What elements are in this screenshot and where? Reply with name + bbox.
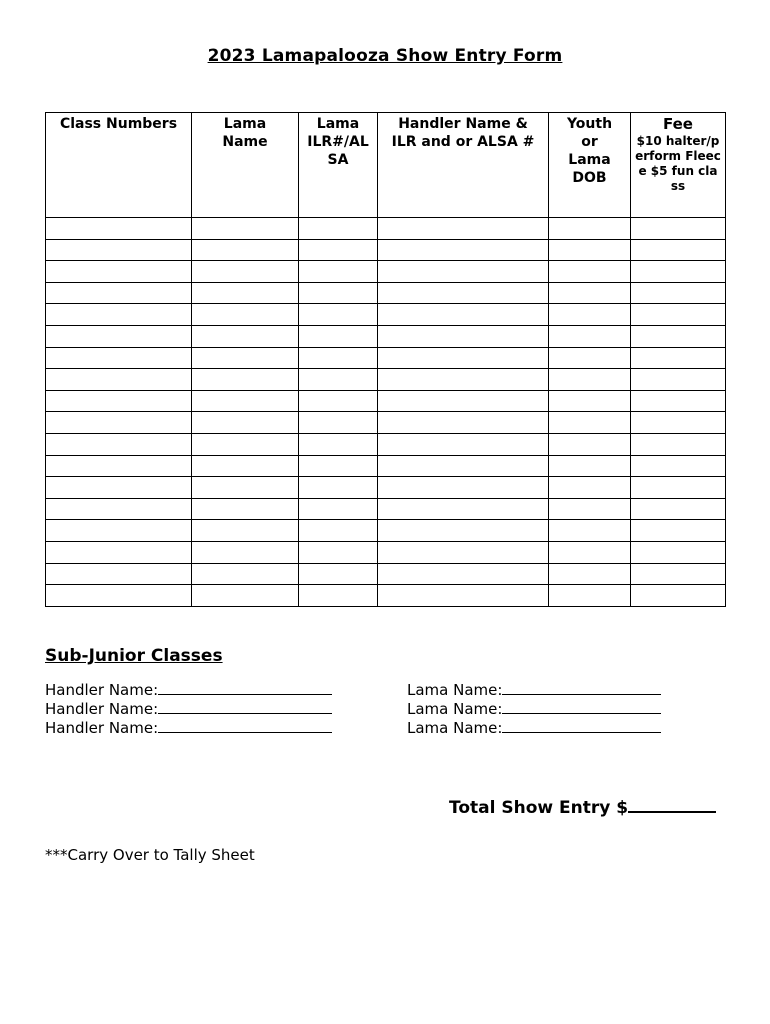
entry-cell[interactable]	[192, 282, 299, 304]
header-fee: Fee $10 halter/perform Fleece $5 fun class	[631, 113, 726, 218]
entry-cell[interactable]	[299, 541, 378, 563]
entry-cell[interactable]	[192, 433, 299, 455]
entry-cell[interactable]	[631, 433, 726, 455]
table-header-row	[46, 113, 726, 218]
entry-cell[interactable]	[46, 239, 192, 261]
entry-cell[interactable]	[192, 563, 299, 585]
handler-name-field-2[interactable]	[45, 698, 332, 719]
entry-cell[interactable]	[378, 477, 549, 499]
entry-cell[interactable]	[378, 304, 549, 326]
entry-cell[interactable]	[192, 412, 299, 434]
entry-cell[interactable]	[46, 477, 192, 499]
entry-cell[interactable]	[631, 477, 726, 499]
entry-cell[interactable]	[299, 390, 378, 412]
entry-cell[interactable]	[631, 239, 726, 261]
entry-cell[interactable]	[378, 347, 549, 369]
entry-cell[interactable]	[631, 563, 726, 585]
table-row	[46, 455, 726, 477]
table-row	[46, 239, 726, 261]
entry-cell[interactable]	[299, 369, 378, 391]
entry-cell[interactable]	[299, 585, 378, 607]
handler-name-label: Handler Name:	[45, 719, 159, 737]
lama-name-field-2[interactable]	[407, 698, 661, 719]
entry-cell[interactable]	[549, 455, 631, 477]
total-label: Total Show Entry $	[449, 798, 629, 818]
entry-cell[interactable]	[378, 433, 549, 455]
entry-cell[interactable]	[549, 498, 631, 520]
entry-cell[interactable]	[299, 412, 378, 434]
entry-cell[interactable]	[378, 390, 549, 412]
entry-table	[45, 112, 726, 607]
entry-cell[interactable]	[299, 261, 378, 283]
entry-cell[interactable]	[46, 218, 192, 240]
entry-cell[interactable]	[46, 325, 192, 347]
lama-name-label: Lama Name:	[407, 700, 503, 718]
entry-cell[interactable]	[378, 498, 549, 520]
entry-cell[interactable]	[46, 347, 192, 369]
table-row	[46, 585, 726, 607]
lama-name-field-1[interactable]	[407, 679, 661, 700]
entry-cell[interactable]	[631, 261, 726, 283]
table-row	[46, 433, 726, 455]
lama-name-label: Lama Name:	[407, 719, 503, 737]
entry-cell[interactable]	[192, 498, 299, 520]
lama-name-line[interactable]	[502, 698, 661, 714]
entry-cell[interactable]	[549, 541, 631, 563]
table-row	[46, 563, 726, 585]
handler-name-line[interactable]	[158, 698, 332, 714]
handler-name-field-3[interactable]	[45, 717, 332, 738]
entry-cell[interactable]	[299, 520, 378, 542]
header-youth-dob: Youth or Lama DOB	[549, 113, 631, 218]
entry-cell[interactable]	[299, 304, 378, 326]
entry-cell[interactable]	[549, 304, 631, 326]
entry-cell[interactable]	[631, 498, 726, 520]
table-row	[46, 347, 726, 369]
entry-cell[interactable]	[46, 261, 192, 283]
total-entry	[449, 796, 716, 818]
form-title: 2023 Lamapalooza Show Entry Form	[207, 46, 563, 66]
header-handler-name: Handler Name & ILR and or ALSA #	[378, 113, 549, 218]
entry-cell[interactable]	[299, 218, 378, 240]
table-row	[46, 412, 726, 434]
entry-cell[interactable]	[549, 563, 631, 585]
entry-cell[interactable]	[192, 347, 299, 369]
entry-cell[interactable]	[299, 455, 378, 477]
entry-cell[interactable]	[46, 455, 192, 477]
entry-cell[interactable]	[46, 412, 192, 434]
entry-cell[interactable]	[46, 585, 192, 607]
entry-cell[interactable]	[378, 282, 549, 304]
lama-name-field-3[interactable]	[407, 717, 661, 738]
entry-cell[interactable]	[549, 282, 631, 304]
entry-cell[interactable]	[378, 412, 549, 434]
entry-cell[interactable]	[192, 477, 299, 499]
entry-cell[interactable]	[549, 585, 631, 607]
entry-cell[interactable]	[192, 304, 299, 326]
entry-table-body	[46, 218, 726, 607]
entry-cell[interactable]	[631, 369, 726, 391]
entry-cell[interactable]	[46, 563, 192, 585]
entry-cell[interactable]	[378, 261, 549, 283]
subjunior-title: Sub-Junior Classes	[45, 646, 223, 666]
entry-cell[interactable]	[192, 369, 299, 391]
entry-cell[interactable]	[631, 541, 726, 563]
entry-cell[interactable]	[299, 282, 378, 304]
handler-name-label: Handler Name:	[45, 681, 159, 699]
entry-cell[interactable]	[192, 520, 299, 542]
handler-name-line[interactable]	[158, 717, 332, 733]
entry-cell[interactable]	[549, 218, 631, 240]
entry-cell[interactable]	[378, 455, 549, 477]
entry-cell[interactable]	[299, 498, 378, 520]
entry-cell[interactable]	[549, 239, 631, 261]
fee-details: $10 halter/perform Fleece $5 fun class	[635, 134, 721, 193]
entry-cell[interactable]	[549, 369, 631, 391]
entry-cell[interactable]	[631, 325, 726, 347]
table-row	[46, 477, 726, 499]
table-row	[46, 369, 726, 391]
entry-cell[interactable]	[46, 304, 192, 326]
entry-cell[interactable]	[378, 520, 549, 542]
entry-cell[interactable]	[192, 541, 299, 563]
entry-cell[interactable]	[631, 304, 726, 326]
entry-cell[interactable]	[46, 520, 192, 542]
entry-cell[interactable]	[299, 477, 378, 499]
entry-cell[interactable]	[378, 585, 549, 607]
header-lama-name: Lama Name	[192, 113, 299, 218]
entry-cell[interactable]	[46, 282, 192, 304]
entry-cell[interactable]	[192, 239, 299, 261]
table-row	[46, 390, 726, 412]
entry-cell[interactable]	[192, 261, 299, 283]
entry-cell[interactable]	[378, 541, 549, 563]
entry-cell[interactable]	[192, 390, 299, 412]
entry-cell[interactable]	[46, 390, 192, 412]
table-row	[46, 541, 726, 563]
entry-cell[interactable]	[378, 369, 549, 391]
entry-cell[interactable]	[299, 239, 378, 261]
entry-cell[interactable]	[549, 520, 631, 542]
carry-over-note: ***Carry Over to Tally Sheet	[45, 846, 255, 864]
lama-name-label: Lama Name:	[407, 681, 503, 699]
entry-cell[interactable]	[46, 498, 192, 520]
table-row	[46, 325, 726, 347]
entry-cell[interactable]	[378, 563, 549, 585]
header-class-numbers: Class Numbers	[46, 113, 192, 218]
entry-cell[interactable]	[631, 412, 726, 434]
table-row	[46, 282, 726, 304]
table-row	[46, 520, 726, 542]
header-lama-ilr: Lama ILR#/ALSA	[299, 113, 378, 218]
table-row	[46, 498, 726, 520]
entry-cell[interactable]	[299, 347, 378, 369]
table-row	[46, 261, 726, 283]
total-amount-line[interactable]	[628, 796, 716, 813]
entry-cell[interactable]	[549, 433, 631, 455]
entry-cell[interactable]	[192, 218, 299, 240]
entry-cell[interactable]	[46, 433, 192, 455]
entry-cell[interactable]	[378, 325, 549, 347]
entry-cell[interactable]	[378, 218, 549, 240]
entry-cell[interactable]	[631, 520, 726, 542]
entry-cell[interactable]	[549, 325, 631, 347]
entry-cell[interactable]	[631, 390, 726, 412]
handler-name-field-1[interactable]	[45, 679, 332, 700]
lama-name-line[interactable]	[502, 679, 661, 695]
entry-cell[interactable]	[46, 369, 192, 391]
entry-cell[interactable]	[299, 563, 378, 585]
entry-cell[interactable]	[631, 455, 726, 477]
entry-cell[interactable]	[549, 477, 631, 499]
lama-name-line[interactable]	[502, 717, 661, 733]
entry-cell[interactable]	[299, 325, 378, 347]
entry-cell[interactable]	[631, 282, 726, 304]
entry-cell[interactable]	[549, 390, 631, 412]
entry-cell[interactable]	[631, 218, 726, 240]
entry-cell[interactable]	[549, 261, 631, 283]
handler-name-line[interactable]	[158, 679, 332, 695]
entry-cell[interactable]	[192, 325, 299, 347]
entry-cell[interactable]	[631, 347, 726, 369]
entry-cell[interactable]	[549, 412, 631, 434]
table-row	[46, 304, 726, 326]
entry-cell[interactable]	[192, 585, 299, 607]
entry-cell[interactable]	[299, 433, 378, 455]
entry-cell[interactable]	[378, 239, 549, 261]
entry-cell[interactable]	[631, 585, 726, 607]
entry-cell[interactable]	[549, 347, 631, 369]
entry-cell[interactable]	[46, 541, 192, 563]
table-row	[46, 218, 726, 240]
entry-cell[interactable]	[192, 455, 299, 477]
handler-name-label: Handler Name:	[45, 700, 159, 718]
